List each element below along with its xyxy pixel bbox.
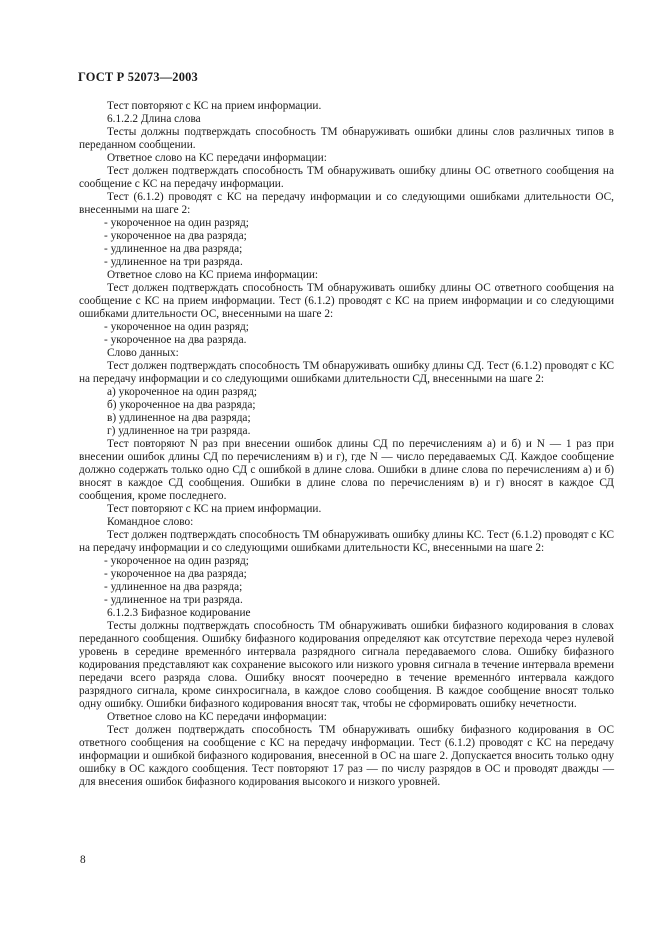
document-body bbox=[79, 100, 614, 789]
paragraph: Слово данных: bbox=[107, 347, 179, 359]
list-item: б) укороченное на два разряда; bbox=[107, 399, 256, 411]
page-number: 8 bbox=[80, 854, 86, 866]
list-item: - удлиненное на два разряда; bbox=[104, 581, 243, 593]
paragraph: 6.1.2.2 Длина слова bbox=[107, 113, 201, 125]
paragraph: Ответное слово на КС передачи информации: bbox=[107, 152, 327, 164]
list-item: - удлиненное на три разряда. bbox=[104, 256, 243, 268]
paragraph: Тест должен подтверждать способность ТМ обнаруживать ошибку длины ОС ответного сообщения на сообщение с КС на прием информации. Тест (6.1.2) проводят с КС на прием информации и со следующими ошибками длительности ОС, внесенными на шаге 2: bbox=[79, 282, 614, 320]
paragraph: Тест должен подтверждать способность ТМ обнаруживать ошибку бифазного кодирования в ОС ответного сообщения на сообщение с КС на передачу информации. Тест (6.1.2) проводят с КС на передачу информации и ошибкой бифазного кодирования, внесенной в ОС на шаге 2. Допускается вносить только одну ошибку в ОС каждого сообщения. Тест повторяют 17 раз — по числу разрядов в ОС и проводят дважды — для внесения ошибок бифазного кодирования высокого и низкого уровней. bbox=[79, 724, 614, 788]
paragraph: Тест повторяют с КС на прием информации. bbox=[107, 503, 322, 515]
list-item: - укороченное на один разряд; bbox=[104, 217, 249, 229]
paragraph: Тест повторяют с КС на прием информации. bbox=[107, 100, 322, 112]
list-item: - удлиненное на два разряда; bbox=[104, 243, 243, 255]
list-item: - укороченное на один разряд; bbox=[104, 555, 249, 567]
paragraph: Тесты должны подтверждать способность ТМ обнаруживать ошибки бифазного кодирования в словах переданного сообщения. Ошибку бифазного кодирования определяют как отсутствие перехода через нулевой уровень в середине временнóго интервала разрядного сигнала передаваемого слова. Ошибку бифазного кодирования представляют как сохранение высокого или низкого уровня сигнала в течение интервала времени передачи всего разряда слова. Ошибку вносят поочередно в течение временнóго интервала каждого разрядного сигнала, кроме синхросигнала, в каждое слово сообщения. В каждое сообщение вносят только одну ошибку. Ошибки бифазного кодирования вносят так, чтобы не сформировать ошибку нечетности. bbox=[79, 620, 614, 710]
document-header: ГОСТ Р 52073—2003 bbox=[78, 70, 198, 84]
paragraph: Командное слово: bbox=[107, 516, 194, 528]
list-item: - укороченное на два разряда; bbox=[104, 230, 247, 242]
paragraph: Ответное слово на КС приема информации: bbox=[107, 269, 319, 281]
list-item: г) удлиненное на три разряда. bbox=[107, 425, 251, 437]
paragraph: Тест должен подтверждать способность ТМ обнаруживать ошибку длины ОС ответного сообщения на сообщение с КС на передачу информации. bbox=[79, 165, 614, 190]
list-item: - укороченное на два разряда. bbox=[104, 334, 247, 346]
paragraph: Тест повторяют N раз при внесении ошибок длины СД по перечислениям а) и б) и N — 1 раз при внесении ошибок длины СД по перечислениям в) и г), где N — число передаваемых СД. Каждое сообщение должно содержать только одно СД с ошибкой в длине слова. Ошибки в длине слова по перечислениям а) и б) вносят в каждое СД сообщения. Ошибки в длине слова по перечислениям в) и г) вносят в каждое СД сообщения, кроме последнего. bbox=[79, 438, 614, 502]
list-item: - укороченное на два разряда; bbox=[104, 568, 247, 580]
paragraph: Тест (6.1.2) проводят с КС на передачу информации и со следующими ошибками длительности ОС, внесенными на шаге 2: bbox=[79, 191, 614, 216]
paragraph: Ответное слово на КС передачи информации: bbox=[107, 711, 327, 723]
list-item: а) укороченное на один разряд; bbox=[107, 386, 257, 398]
paragraph: Тест должен подтверждать способность ТМ обнаруживать ошибку длины СД. Тест (6.1.2) проводят с КС на передачу информации и со следующими ошибками длительности СД, внесенными на шаге 2: bbox=[79, 360, 614, 385]
list-item: в) удлиненное на два разряда; bbox=[107, 412, 251, 424]
paragraph: Тесты должны подтверждать способность ТМ обнаруживать ошибки длины слов различных типов в переданном сообщении. bbox=[79, 126, 614, 151]
paragraph: 6.1.2.3 Бифазное кодирование bbox=[107, 607, 251, 619]
paragraph: Тест должен подтверждать способность ТМ обнаруживать ошибку длины КС. Тест (6.1.2) проводят с КС на передачу информации и со следующими ошибками длительности КС, внесенными на шаге 2: bbox=[79, 529, 614, 554]
list-item: - удлиненное на три разряда. bbox=[104, 594, 243, 606]
list-item: - укороченное на один разряд; bbox=[104, 321, 249, 333]
